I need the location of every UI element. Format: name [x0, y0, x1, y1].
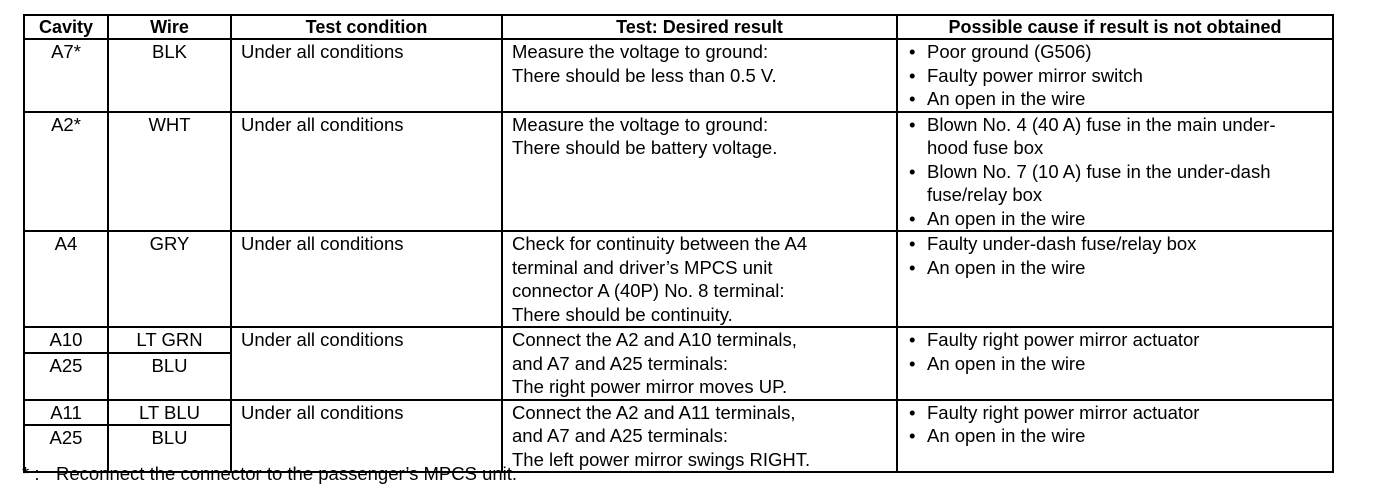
bullet: • [909, 329, 916, 350]
wire-cell: BLK [108, 39, 231, 112]
diagnosis-table [23, 14, 1334, 473]
table-row [24, 400, 1333, 426]
footnote [22, 463, 517, 485]
result-line: and A7 and A25 terminals: [512, 425, 728, 446]
bullet: • [909, 233, 916, 254]
condition-cell: Under all conditions [231, 231, 502, 327]
condition-cell: Under all conditions [231, 327, 502, 400]
footnote-mark: * : [22, 463, 40, 484]
bullet: • [909, 425, 916, 446]
cavity-cell: A25 [24, 425, 108, 472]
header-desired-result: Test: Desired result [502, 15, 897, 39]
cavity-cell: A25 [24, 353, 108, 400]
header-possible-cause: Possible cause if result is not obtained [897, 15, 1333, 39]
cavity-cell: A10 [24, 327, 108, 353]
wire-cell: BLU [108, 353, 231, 400]
result-line: Connect the A2 and A10 terminals, [512, 329, 797, 350]
cause-item: • Faulty right power mirror actuator [909, 401, 1200, 423]
cause-item: • An open in the wire [909, 88, 1086, 109]
result-cell [502, 39, 897, 112]
header-cavity: Cavity [24, 15, 108, 39]
result-cell [502, 112, 897, 232]
table-row [24, 39, 1333, 112]
wire-cell: BLU [108, 425, 231, 472]
cause-item: • An open in the wire [909, 207, 1086, 229]
result-line: There should be less than 0.5 V. [512, 64, 777, 86]
header-row [24, 15, 1333, 39]
result-line: connector A (40P) No. 8 terminal: [512, 280, 785, 301]
header-test-condition: Test condition [231, 15, 502, 39]
bullet: • [909, 41, 916, 62]
footnote-text: Reconnect the connector to the passenger’s MPCS unit. [56, 463, 518, 484]
header-wire: Wire [108, 15, 231, 39]
condition-cell: Under all conditions [231, 112, 502, 232]
result-line: and A7 and A25 terminals: [512, 352, 728, 374]
result-line: There should be continuity. [512, 303, 733, 325]
result-cell [502, 327, 897, 400]
result-line: The left power mirror swings RIGHT. [512, 448, 811, 470]
cause-cell [897, 327, 1333, 400]
result-line: Connect the A2 and A11 terminals, [512, 401, 796, 423]
cavity-cell: A11 [24, 400, 108, 426]
table-row [24, 231, 1333, 327]
wire-cell: LT GRN [108, 327, 231, 353]
result-line: terminal and driver’s MPCS unit [512, 256, 773, 278]
result-line: Measure the voltage to ground: [512, 41, 769, 62]
wire-cell: WHT [108, 112, 231, 232]
cause-item: • An open in the wire [909, 352, 1086, 374]
cause-cell [897, 112, 1333, 232]
bullet: • [909, 207, 916, 229]
cavity-cell: A4 [24, 231, 108, 327]
table-row [24, 112, 1333, 232]
cavity-cell: A2* [24, 112, 108, 232]
bullet: • [909, 160, 916, 182]
cause-item: • Blown No. 7 (10 A) fuse in the under-dash [909, 160, 1271, 182]
bullet: • [909, 256, 916, 278]
result-line: Check for continuity between the A4 [512, 233, 808, 254]
cause-item: • Poor ground (G506) [909, 41, 1092, 62]
cavity-cell: A7* [24, 39, 108, 112]
bullet: • [909, 352, 916, 374]
cause-item: • Faulty under-dash fuse/relay box [909, 233, 1197, 254]
wire-cell: GRY [108, 231, 231, 327]
cause-item: • Faulty right power mirror actuator [909, 329, 1200, 350]
cause-item: • Faulty power mirror switch [909, 64, 1143, 86]
bullet: • [909, 113, 916, 135]
wire-cell: LT BLU [108, 400, 231, 426]
cause-item-continued: hood fuse box [927, 137, 1044, 158]
bullet: • [909, 401, 916, 423]
result-line: The right power mirror moves UP. [512, 376, 788, 397]
cause-cell [897, 231, 1333, 327]
result-cell [502, 400, 897, 473]
condition-cell: Under all conditions [231, 39, 502, 112]
cause-cell [897, 39, 1333, 112]
cause-item-continued: fuse/relay box [927, 184, 1043, 205]
result-line: Measure the voltage to ground: [512, 113, 769, 135]
cause-item: • Blown No. 4 (40 A) fuse in the main under- [909, 113, 1276, 135]
cause-cell [897, 400, 1333, 473]
bullet: • [909, 88, 916, 109]
condition-cell: Under all conditions [231, 400, 502, 473]
result-cell [502, 231, 897, 327]
cause-item: • An open in the wire [909, 425, 1086, 446]
cause-item: • An open in the wire [909, 256, 1086, 278]
bullet: • [909, 64, 916, 86]
table-row [24, 327, 1333, 353]
result-line: There should be battery voltage. [512, 137, 778, 158]
